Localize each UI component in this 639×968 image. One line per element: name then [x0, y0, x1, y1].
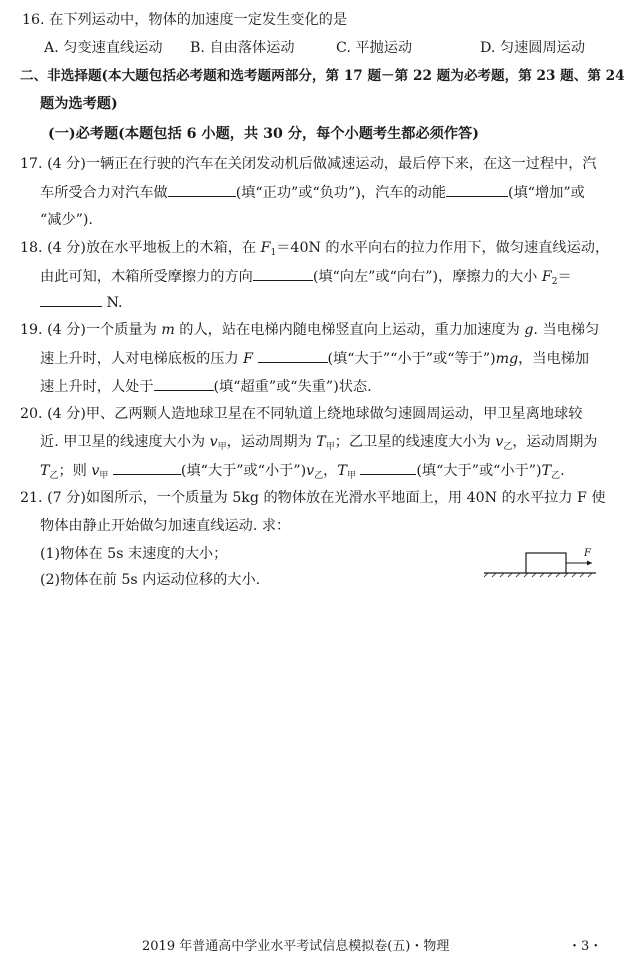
q20-text-e: ；则: [58, 463, 92, 479]
section2-sub-heading: (一)必考题(本题包括 6 小题，共 30 分，每个小题考生都必须作答): [48, 126, 479, 142]
block: [526, 553, 566, 573]
q20-blank-2[interactable]: [360, 460, 416, 475]
q18-f2-subscript: 2: [551, 277, 558, 287]
q18-f2-symbol: F: [541, 269, 552, 285]
q19-m-symbol: m: [161, 322, 175, 338]
q16-option-b: B. 自由落体运动: [190, 40, 295, 56]
q20-text-g: ，: [323, 463, 338, 479]
q19-text-h: (填“超重”或“失重”)状态.: [213, 379, 372, 395]
q18-text-e: ＝: [557, 269, 572, 285]
force-arrowhead: [587, 561, 592, 566]
q20-line1: 20. (4 分)甲、乙两颗人造地球卫星在不同轨道上绕地球做匀速圆周运动，甲卫星离地球较: [20, 406, 583, 422]
force-label: F: [584, 548, 591, 559]
footer-title: 2019 年普通高中学业水平考试信息模拟卷(五)・物理: [142, 939, 450, 954]
q18-f1-symbol: F: [260, 240, 271, 256]
q18-text-a: 18. (4 分)放在水平地板上的木箱，在: [20, 240, 261, 256]
q17-line2: [40, 182, 585, 203]
q20-t-yi-symbol: T: [40, 463, 50, 479]
q19-text-d: 速上升时，人对电梯底板的压力: [40, 351, 244, 367]
q21-line4: (2)物体在前 5s 内运动位移的大小.: [40, 572, 261, 588]
q17-line1: 17. (4 分)一辆正在行驶的汽车在关闭发动机后做减速运动，最后停下来，在这一过程中，汽: [20, 156, 597, 172]
q18-line1: [20, 238, 609, 263]
q18-f1-subscript: 1: [270, 248, 277, 258]
q17-text-b: (填“正功”或“负功”)，汽车的动能: [235, 185, 447, 201]
q20-v-yi-subscript: 乙: [503, 442, 513, 452]
q18-line2: [40, 266, 572, 292]
q19-g-symbol: g: [524, 322, 534, 338]
q21-line2: 物体由静止开始做匀加速直线运动. 求：: [40, 518, 291, 534]
q17-blank-1[interactable]: [168, 182, 236, 197]
q20-t-jia-subscript: 甲: [325, 442, 335, 452]
q20-line3: [40, 460, 565, 486]
q20-line2: [40, 432, 598, 457]
q18-blank-2[interactable]: [40, 292, 102, 307]
q16-option-c: C. 平抛运动: [336, 40, 413, 56]
q17-line3: “减少”).: [40, 212, 93, 228]
q19-f-symbol: F: [243, 351, 253, 367]
q20-text-d: ，运动周期为: [512, 434, 598, 450]
q19-line3: [40, 376, 372, 397]
q20-v-jia-symbol-2: v: [91, 463, 100, 479]
q20-v-yi-symbol: v: [495, 434, 504, 450]
q20-text-a: 近. 甲卫星的线速度大小为: [40, 434, 210, 450]
q18-text-d: (填“向左”或“向右”)，摩擦力的大小: [312, 269, 542, 285]
q19-mg-symbol: mg: [495, 351, 519, 367]
q16-option-d: D. 匀速圆周运动: [480, 40, 586, 56]
q16-option-a: A. 匀变速直线运动: [44, 40, 163, 56]
q20-t-jia-symbol: T: [316, 434, 326, 450]
force-diagram: [484, 546, 604, 580]
q19-blank-1[interactable]: [258, 348, 328, 363]
q20-t-yi-symbol-2: T: [541, 463, 552, 479]
q16-stem: 16. 在下列运动中，物体的加速度一定发生变化的是: [22, 12, 348, 28]
q19-blank-2[interactable]: [154, 376, 214, 391]
q19-line2: [40, 348, 589, 369]
q19-text-b: 的人，站在电梯内随电梯竖直向上运动，重力加速度为: [174, 322, 525, 338]
q20-v-jia-symbol: v: [209, 434, 218, 450]
q17-blank-2[interactable]: [446, 182, 508, 197]
q19-line1: [20, 320, 599, 340]
q20-text-i: .: [560, 463, 565, 479]
page-number: ・3・: [568, 939, 603, 954]
q20-t-jia-symbol-2: T: [337, 463, 347, 479]
q19-text-c: . 当电梯匀: [533, 322, 600, 338]
section2-heading-line2: 题为选考题): [40, 96, 118, 112]
q19-text-e: (填“大于”“小于”或“等于”): [327, 351, 496, 367]
q21-line1: 21. (7 分)如图所示，一个质量为 5kg 的物体放在光滑水平地面上，用 40N 的水平拉力 F 使: [20, 490, 606, 506]
q20-text-c: ；乙卫星的线速度大小为: [334, 434, 496, 450]
q19-text-f: ，当电梯加: [518, 351, 590, 367]
q20-t-yi-subscript-2: 乙: [551, 471, 561, 481]
q17-text-a: 车所受合力对汽车做: [40, 185, 168, 201]
q21-line3: (1)物体在 5s 末速度的大小；: [40, 546, 228, 562]
q19-text-a: 19. (4 分)一个质量为: [20, 322, 162, 338]
q18-text-b: ＝40N 的水平向右的拉力作用下，做匀速直线运动，: [276, 240, 610, 256]
q20-t-jia-subscript-2: 甲: [346, 471, 356, 481]
q19-text-g: 速上升时，人处于: [40, 379, 154, 395]
q20-v-jia-subscript: 甲: [217, 442, 227, 452]
q17-text-c: (填“增加”或: [508, 185, 585, 201]
q20-v-yi-symbol-2: v: [306, 463, 315, 479]
q18-line3: [40, 292, 123, 313]
q20-v-yi-subscript-2: 乙: [314, 471, 324, 481]
q18-unit: N.: [102, 295, 123, 311]
q20-text-f: (填“大于”或“小于”): [180, 463, 307, 479]
q20-blank-1[interactable]: [113, 460, 181, 475]
q20-t-yi-subscript: 乙: [49, 471, 59, 481]
q20-text-b: ，运动周期为: [226, 434, 317, 450]
section2-heading-line1: 二、非选择题(本大题包括必考题和选考题两部分，第 17 题－第 22 题为必考题，第 23 题、第 24: [20, 68, 625, 84]
q20-text-h: (填“大于”或“小于”): [416, 463, 542, 479]
q18-text-c: 由此可知，木箱所受摩擦力的方向: [40, 269, 253, 285]
q18-blank-1[interactable]: [253, 266, 313, 281]
q20-v-jia-subscript-2: 甲: [99, 471, 109, 481]
